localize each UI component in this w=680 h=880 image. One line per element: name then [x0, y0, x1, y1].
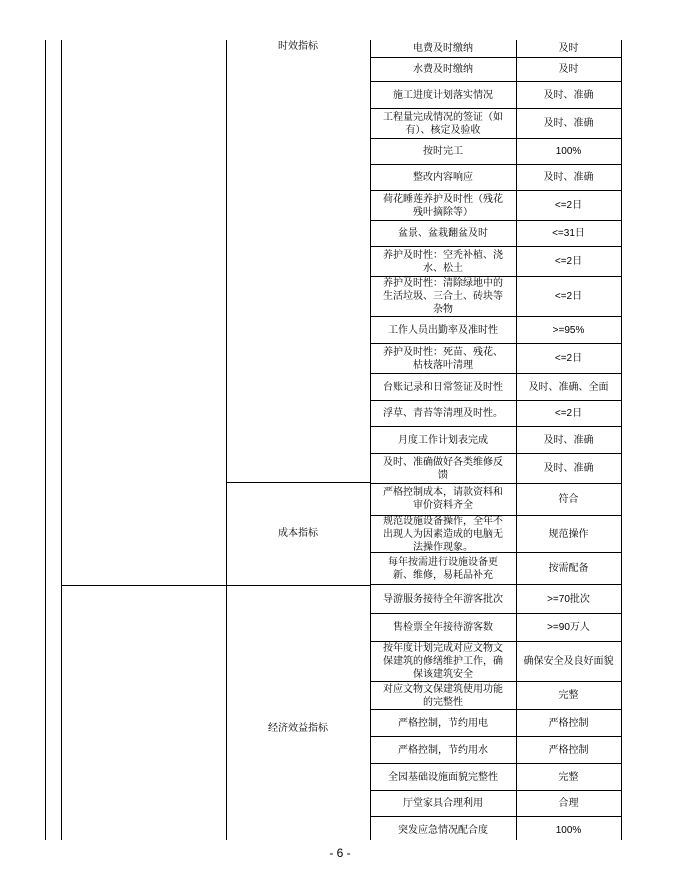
value-cell: 及时 — [516, 40, 621, 58]
indicator-cell: 养护及时性：死苗、残花、枯枝落叶清理 — [370, 344, 516, 374]
value-cell: <=2日 — [516, 401, 621, 427]
indicator-cell: 月度工作计划表完成 — [370, 427, 516, 454]
value-cell: <=2日 — [516, 344, 621, 374]
value-cell: <=31日 — [516, 221, 621, 247]
value-cell: 规范操作 — [516, 516, 621, 553]
indicator-cell: 严格控制成本，请款资料和审价资料齐全 — [370, 483, 516, 516]
indicator-cell: 养护及时性：清除绿地中的生活垃圾、三合土、砖块等杂物 — [370, 277, 516, 317]
indicator-cell: 水费及时缴纳 — [370, 58, 516, 82]
value-cell: 严格控制 — [516, 710, 621, 737]
indicator-cell: 施工进度计划落实情况 — [370, 82, 516, 109]
indicator-cell: 突发应急情况配合度 — [398, 824, 488, 836]
value-cell: 及时、准确 — [516, 82, 621, 109]
indicator-cell: 及时、准确做好各类维修反馈 — [370, 454, 516, 484]
indicator-cell: 规范设施设备操作，全年不出现人为因素造成的电脑无法操作现象。 — [370, 516, 516, 553]
indicator-cell: 养护及时性：空秃补植、浇水、松土 — [370, 247, 516, 277]
value-cell: 及时 — [516, 58, 621, 82]
table-border-right — [621, 40, 622, 840]
indicator-cell: 导游服务接待全年游客批次 — [370, 586, 516, 614]
indicator-cell: 按时完工 — [370, 139, 516, 165]
indicator-cell: 台账记录和日常签证及时性 — [370, 374, 516, 401]
value-cell: >=95% — [516, 317, 621, 344]
indicator-cell: 严格控制，节约用电 — [370, 710, 516, 737]
group-separator — [226, 482, 371, 483]
indicator-cell: 售检票全年接待游客数 — [370, 614, 516, 642]
value-cell: 100% — [555, 824, 582, 836]
value-cell: 及时、准确 — [516, 109, 621, 139]
indicator-cell: 整改内容响应 — [370, 165, 516, 191]
value-cell: <=2日 — [516, 277, 621, 317]
value-cell: >=90万人 — [516, 614, 621, 642]
indicator-cell: 厅堂家具合理利用 — [370, 791, 516, 817]
value-cell: 及时、准确 — [516, 427, 621, 454]
indicator-cell: 每年按需进行设施设备更新、维修，易耗品补充 — [370, 553, 516, 585]
value-cell: >=70批次 — [516, 586, 621, 614]
value-cell: 及时、准确 — [516, 165, 621, 191]
value-cell: <=2日 — [516, 191, 621, 221]
value-cell: 严格控制 — [516, 737, 621, 764]
category-label: 经济效益指标 — [268, 723, 328, 734]
indicator-cell: 对应文物文保建筑使用功能的完整性 — [370, 682, 516, 710]
value-cell: 合理 — [516, 791, 621, 817]
indicator-cell: 电费及时缴纳 — [370, 40, 516, 58]
table-border-left — [45, 40, 46, 840]
value-cell: 及时、准确 — [516, 454, 621, 484]
indicator-cell: 荷花睡莲养护及时性（残花残叶摘除等） — [370, 191, 516, 221]
category-label: 时效指标 — [278, 41, 318, 52]
table-border-category-left — [226, 40, 227, 840]
value-cell: 确保安全及良好面貌 — [516, 642, 621, 682]
category-label: 成本指标 — [278, 528, 318, 539]
indicator-cell: 严格控制，节约用水 — [370, 737, 516, 764]
value-cell: 100% — [516, 139, 621, 165]
indicator-cell: 盆景、盆栽翻盆及时 — [370, 221, 516, 247]
table-border-inner — [61, 40, 62, 840]
indicator-cell: 全园基础设施面貌完整性 — [370, 764, 516, 791]
indicator-cell: 浮草、青苔等清理及时性。 — [370, 401, 516, 427]
indicator-cell: 工程量完成情况的签证（如有）、核定及验收 — [370, 109, 516, 139]
value-cell: 及时、准确、全面 — [516, 374, 621, 401]
indicator-cell: 工作人员出勤率及准时性 — [370, 317, 516, 344]
value-cell: 完整 — [516, 682, 621, 710]
page-number: - 6 - — [329, 846, 351, 860]
value-cell: 符合 — [516, 483, 621, 516]
indicator-cell: 按年度计划完成对应文物文保建筑的修缮维护工作，确保该建筑安全 — [370, 642, 516, 682]
value-cell: <=2日 — [516, 247, 621, 277]
value-cell: 按需配备 — [516, 553, 621, 585]
value-cell: 完整 — [516, 764, 621, 791]
group-separator — [61, 585, 371, 586]
